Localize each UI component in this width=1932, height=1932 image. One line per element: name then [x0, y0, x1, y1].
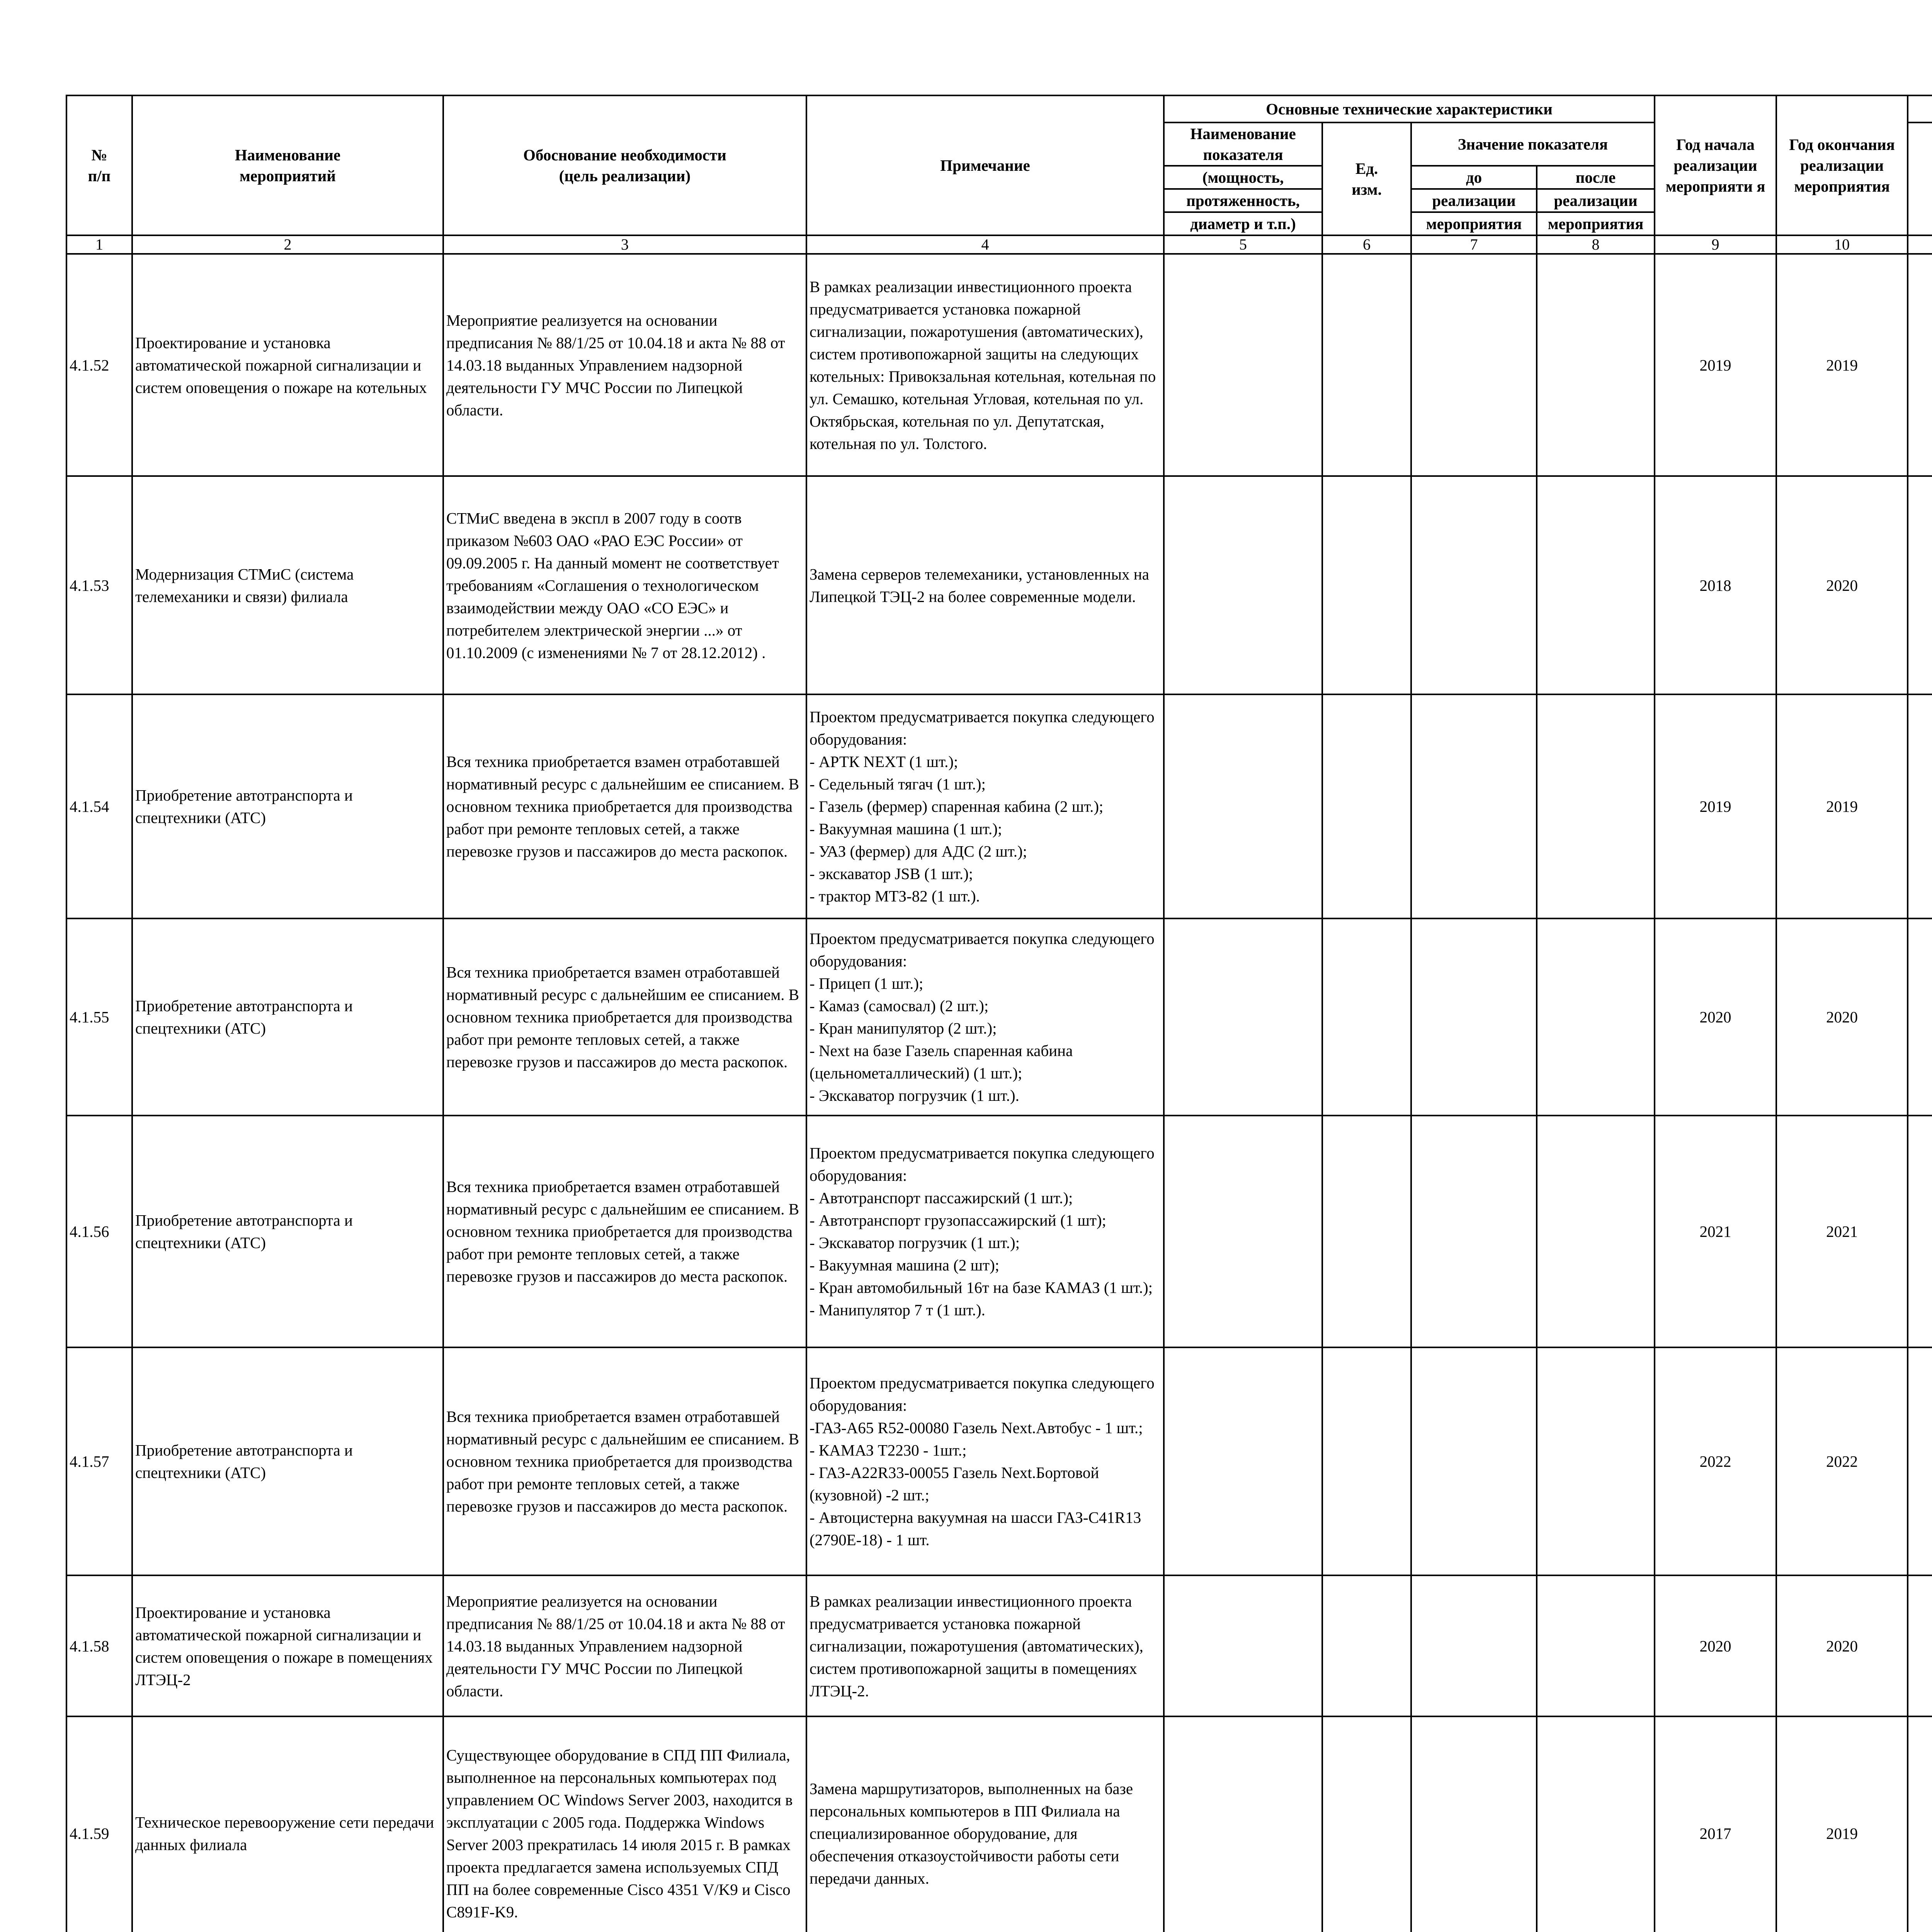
end-year: 2019: [1776, 1716, 1908, 1932]
column-number: 8: [1537, 235, 1655, 254]
value-after-cell: [1537, 1116, 1655, 1347]
measure-note: Проектом предусматривается покупка следующего оборудования: -ГАЗ-А65 R52-00080 Газель Next.Автобус - 1 шт.; - КАМАЗ Т2230 - 1шт.; - ГАЗ-А22R33-00055 Газель Next.Бортовой (кузовной) -2 шт.; - Автоцистерна вакуумная на шасси ГАЗ-С41R13 (2790Е-18) - 1 шт.: [806, 1347, 1164, 1575]
cost-total: [1908, 1347, 1932, 1575]
value-before-cell: [1411, 476, 1537, 694]
unit-cell: [1322, 1716, 1411, 1932]
end-year: 2019: [1776, 694, 1908, 918]
column-number: 10: [1776, 235, 1908, 254]
header-after-measure: мероприятия: [1537, 212, 1655, 235]
row-number: 4.1.52: [66, 254, 132, 476]
column-number: 9: [1655, 235, 1776, 254]
start-year: 2021: [1655, 1116, 1776, 1347]
header-before-measure: мероприятия: [1411, 212, 1537, 235]
measure-note: Проектом предусматривается покупка следующего оборудования: - Прицеп (1 шт.); - Камаз (самосвал) (2 шт.); - Кран манипулятор (2 шт.); - Next на базе Газель спаренная кабина (цельнометаллический) (1 шт.); - Экскаватор погрузчик (1 шт.).: [806, 918, 1164, 1116]
header-total: [1908, 122, 1932, 235]
value-before-cell: [1411, 254, 1537, 476]
header-indicator-power: (мощность,: [1164, 166, 1322, 189]
start-year: 2020: [1655, 918, 1776, 1116]
indicator-name-cell: [1164, 918, 1322, 1116]
indicator-name-cell: [1164, 1347, 1322, 1575]
header-name: Наименование мероприятий: [132, 95, 443, 235]
header-note: Примечание: [806, 95, 1164, 235]
unit-cell: [1322, 1116, 1411, 1347]
indicator-name-cell: [1164, 476, 1322, 694]
value-after-cell: [1537, 476, 1655, 694]
unit-cell: [1322, 1347, 1411, 1575]
measure-reason: Вся техника приобретается взамен отработавшей нормативный ресурс с дальнейшим ее списанием. В основном техника приобретается для производства работ при ремонте тепловых сетей, а также перевозке грузов и пассажиров до места раскопок.: [443, 1116, 806, 1347]
value-before-cell: [1411, 1716, 1537, 1932]
table-body: [66, 254, 1932, 1932]
indicator-name-cell: [1164, 694, 1322, 918]
indicator-name-cell: [1164, 1575, 1322, 1716]
row-number: 4.1.54: [66, 694, 132, 918]
column-number: 4: [806, 235, 1164, 254]
value-before-cell: [1411, 918, 1537, 1116]
measure-note: В рамках реализации инвестиционного проекта предусматривается установка пожарной сигнализации, пожаротушения (автоматических), систем противопожарной защиты в помещениях ЛТЭЦ-2.: [806, 1575, 1164, 1716]
start-year: 2022: [1655, 1347, 1776, 1575]
measure-name: Приобретение автотранспорта и спецтехники (АТС): [132, 918, 443, 1116]
value-after-cell: [1537, 694, 1655, 918]
start-year: 2020: [1655, 1575, 1776, 1716]
cost-total: [1908, 476, 1932, 694]
unit-cell: [1322, 1575, 1411, 1716]
header-indicator-diameter: диаметр и т.п.): [1164, 212, 1322, 235]
cost-total: [1908, 1575, 1932, 1716]
measure-reason: Мероприятие реализуется на основании предписания № 88/1/25 от 10.04.18 и акта № 88 от 14.03.18 выданных Управлением надзорной деятельности ГУ МЧС России по Липецкой области.: [443, 1575, 806, 1716]
measure-reason: СТМиС введена в экспл в 2007 году в соотв приказом №603 ОАО «РАО ЕЭС России» от 09.09.2005 г. На данный момент не соответствует требованиям «Соглашения о технологическом взаимодействии между ОАО «СО ЕЭС» и потребителем электрической энергии ...» от 01.10.2009 (с изменениями № 7 от 28.12.2012) .: [443, 476, 806, 694]
column-number: 6: [1322, 235, 1411, 254]
measure-name: Модернизация СТМиС (система телемеханики и связи) филиала: [132, 476, 443, 694]
column-number: 1: [66, 235, 132, 254]
row-number: 4.1.56: [66, 1116, 132, 1347]
header-before: до: [1411, 166, 1537, 189]
header-tech-group: Основные технические характеристики: [1164, 95, 1655, 122]
value-before-cell: [1411, 1116, 1537, 1347]
value-before-cell: [1411, 1575, 1537, 1716]
table-row: [66, 1575, 1932, 1716]
table-row: [66, 476, 1932, 694]
table-header: [66, 95, 1932, 254]
measure-reason: Существующее оборудование в СПД ПП Филиала, выполненное на персональных компьютерах под управлением ОС Windows Server 2003, находится в эксплуатации с 2005 года. Поддержка Windows Server 2003 прекратилась 14 июля 2015 г. В рамках проекта предлагается замена используемых СПД ПП на более современные Cisco 4351 V/K9 и Cisco C891F-K9.: [443, 1716, 806, 1932]
header-reason: Обоснование необходимости (цель реализации): [443, 95, 806, 235]
value-before-cell: [1411, 1347, 1537, 1575]
table-row: [66, 1347, 1932, 1575]
end-year: 2022: [1776, 1347, 1908, 1575]
cost-total: [1908, 918, 1932, 1116]
measure-note: Замена серверов телемеханики, установленных на Липецкой ТЭЦ-2 на более современные модели.: [806, 476, 1164, 694]
row-number: 4.1.57: [66, 1347, 132, 1575]
header-indicator-length: протяженность,: [1164, 189, 1322, 212]
end-year: 2020: [1776, 1575, 1908, 1716]
row-number: 4.1.53: [66, 476, 132, 694]
header-unit: Ед. изм.: [1322, 122, 1411, 235]
measure-reason: Вся техника приобретается взамен отработавшей нормативный ресурс с дальнейшим ее списанием. В основном техника приобретается для производства работ при ремонте тепловых сетей, а также перевозке грузов и пассажиров до места раскопок.: [443, 1347, 806, 1575]
header-end-year: Год окончания реализации мероприятия: [1776, 95, 1908, 235]
measure-note: В рамках реализации инвестиционного проекта предусматривается установка пожарной сигнализации, пожаротушения (автоматических), систем противопожарной защиты на следующих котельных: Привокзальная котельная, котельная по ул. Семашко, котельная Угловая, котельная по ул. Октябрьская, котельная по ул. Депутатская, котельная по ул. Толстого.: [806, 254, 1164, 476]
header-start-year: Год начала реализации мероприяти я: [1655, 95, 1776, 235]
measure-note: Проектом предусматривается покупка следующего оборудования: - Автотранспорт пассажирский (1 шт.); - Автотранспорт грузопассажирский (1 шт); - Экскаватор погрузчик (1 шт.); - Вакуумная машина (2 шт); - Кран автомобильный 16т на базе КАМАЗ (1 шт.); - Манипулятор 7 т (1 шт.).: [806, 1116, 1164, 1347]
start-year: 2018: [1655, 476, 1776, 694]
end-year: 2020: [1776, 476, 1908, 694]
column-numbers-row: [66, 235, 1932, 254]
end-year: 2020: [1776, 918, 1908, 1116]
measure-reason: Вся техника приобретается взамен отработавшей нормативный ресурс с дальнейшим ее списанием. В основном техника приобретается для производства работ при ремонте тепловых сетей, а также перевозке грузов и пассажиров до места раскопок.: [443, 694, 806, 918]
table-row: [66, 694, 1932, 918]
indicator-name-cell: [1164, 1716, 1322, 1932]
unit-cell: [1322, 476, 1411, 694]
cost-total: [1908, 1716, 1932, 1932]
table-row: [66, 254, 1932, 476]
row-number: 4.1.55: [66, 918, 132, 1116]
cost-total: [1908, 694, 1932, 918]
table-row: [66, 1116, 1932, 1347]
unit-cell: [1322, 918, 1411, 1116]
column-number: 2: [132, 235, 443, 254]
end-year: 2019: [1776, 254, 1908, 476]
cost-total: [1908, 254, 1932, 476]
unit-cell: [1322, 694, 1411, 918]
header-before-realization: реализации: [1411, 189, 1537, 212]
header-number: № п/п: [66, 95, 132, 235]
investment-table: [66, 95, 1932, 1932]
column-number: 3: [443, 235, 806, 254]
value-before-cell: [1411, 694, 1537, 918]
value-after-cell: [1537, 254, 1655, 476]
header-costs-group: [1908, 95, 1932, 122]
indicator-name-cell: [1164, 1116, 1322, 1347]
table-row: [66, 1716, 1932, 1932]
unit-cell: [1322, 254, 1411, 476]
header-value-group: Значение показателя: [1411, 122, 1655, 166]
measure-name: Приобретение автотранспорта и спецтехники (АТС): [132, 1347, 443, 1575]
indicator-name-cell: [1164, 254, 1322, 476]
start-year: 2019: [1655, 254, 1776, 476]
value-after-cell: [1537, 1716, 1655, 1932]
measure-name: Техническое перевооружение сети передачи данных филиала: [132, 1716, 443, 1932]
value-after-cell: [1537, 918, 1655, 1116]
measure-name: Проектирование и установка автоматической пожарной сигнализации и систем оповещения о пожаре в помещениях ЛТЭЦ-2: [132, 1575, 443, 1716]
measure-note: Проектом предусматривается покупка следующего оборудования: - АРТК NEXT (1 шт.); - Седельный тягач (1 шт.); - Газель (фермер) спаренная кабина (2 шт.); - Вакуумная машина (1 шт.); - УАЗ (фермер) для АДС (2 шт.); - экскаватор JSB (1 шт.); - трактор МТЗ-82 (1 шт.).: [806, 694, 1164, 918]
row-number: 4.1.58: [66, 1575, 132, 1716]
start-year: 2017: [1655, 1716, 1776, 1932]
start-year: 2019: [1655, 694, 1776, 918]
table-row: [66, 918, 1932, 1116]
cost-total: [1908, 1116, 1932, 1347]
header-after: после: [1537, 166, 1655, 189]
measure-name: Приобретение автотранспорта и спецтехники (АТС): [132, 694, 443, 918]
row-number: 4.1.59: [66, 1716, 132, 1932]
column-number: [1908, 235, 1932, 254]
measure-name: Приобретение автотранспорта и спецтехники (АТС): [132, 1116, 443, 1347]
header-indicator-name: Наименование показателя: [1164, 122, 1322, 166]
end-year: 2021: [1776, 1116, 1908, 1347]
measure-note: Замена маршрутизаторов, выполненных на базе персональных компьютеров в ПП Филиала на специализированное оборудование, для обеспечения отказоустойчивости работы сети передачи данных.: [806, 1716, 1164, 1932]
value-after-cell: [1537, 1347, 1655, 1575]
header-after-realization: реализации: [1537, 189, 1655, 212]
value-after-cell: [1537, 1575, 1655, 1716]
measure-reason: Мероприятие реализуется на основании предписания № 88/1/25 от 10.04.18 и акта № 88 от 14.03.18 выданных Управлением надзорной деятельности ГУ МЧС России по Липецкой области.: [443, 254, 806, 476]
measure-name: Проектирование и установка автоматической пожарной сигнализации и систем оповещения о пожаре на котельных: [132, 254, 443, 476]
column-number: 5: [1164, 235, 1322, 254]
column-number: 7: [1411, 235, 1537, 254]
measure-reason: Вся техника приобретается взамен отработавшей нормативный ресурс с дальнейшим ее списанием. В основном техника приобретается для производства работ при ремонте тепловых сетей, а также перевозке грузов и пассажиров до места раскопок.: [443, 918, 806, 1116]
